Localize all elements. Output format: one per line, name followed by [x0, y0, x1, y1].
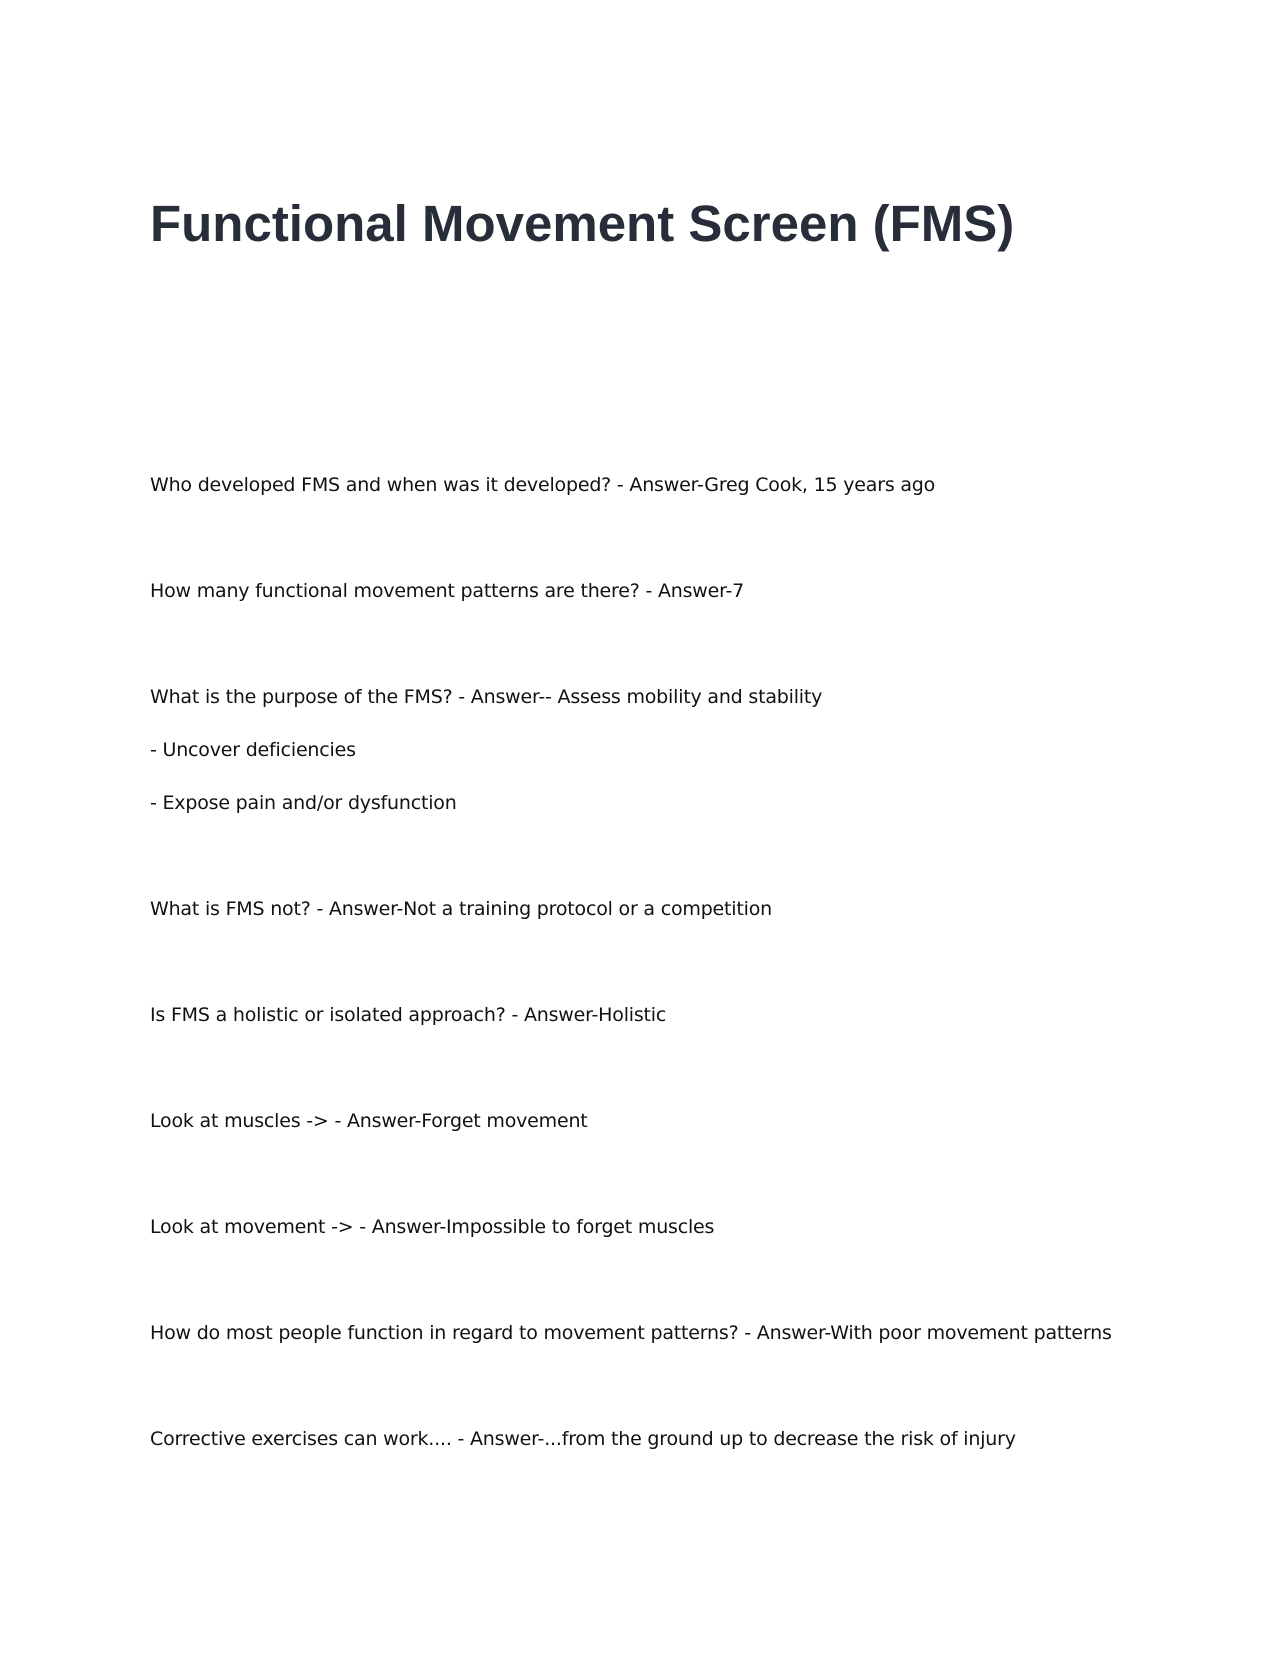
qa-item-q9: Corrective exercises can work.... - Answer-...from the ground up to decrease the risk of injury: [150, 1428, 1016, 1450]
qa-item-q3: What is the purpose of the FMS? - Answer-- Assess mobility and stability: [150, 686, 823, 708]
qa-item-q7: Look at movement -> - Answer-Impossible to forget muscles: [150, 1216, 715, 1238]
page-title: Functional Movement Screen (FMS): [150, 195, 1015, 252]
qa-item-q3-bullet-1: - Uncover deficiencies: [150, 739, 356, 761]
qa-item-q8: How do most people function in regard to movement patterns? - Answer-With poor movement patterns: [150, 1322, 1112, 1344]
qa-item-q4: What is FMS not? - Answer-Not a training protocol or a competition: [150, 898, 772, 920]
qa-item-q5: Is FMS a holistic or isolated approach? - Answer-Holistic: [150, 1004, 667, 1026]
qa-item-q3-bullet-2: - Expose pain and/or dysfunction: [150, 792, 457, 814]
qa-item-q1: Who developed FMS and when was it developed? - Answer-Greg Cook, 15 years ago: [150, 474, 936, 496]
qa-item-q6: Look at muscles -> - Answer-Forget movement: [150, 1110, 588, 1132]
qa-item-q2: How many functional movement patterns are there? - Answer-7: [150, 580, 745, 602]
